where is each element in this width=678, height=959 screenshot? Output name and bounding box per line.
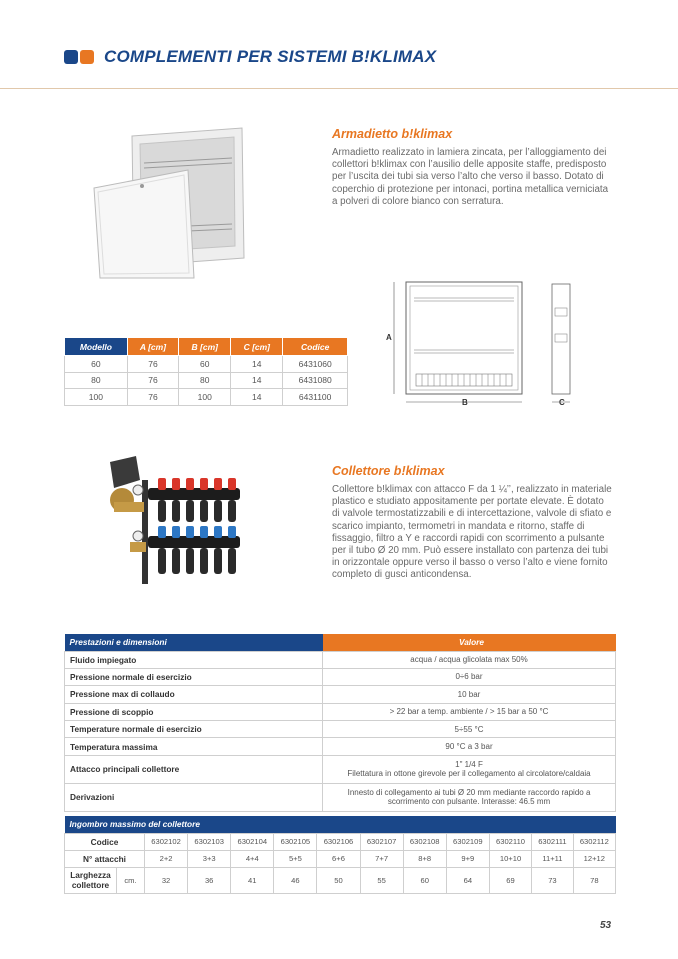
table-cell: 60	[65, 356, 128, 373]
spec-value-line: Filettatura in ottone girevole per il collegamento al circolatore/caldaia	[347, 769, 591, 779]
spec-label: Pressione normale di esercizio	[65, 668, 323, 685]
col-header: Modello	[65, 338, 128, 356]
table-cell: 78	[573, 867, 615, 893]
table-cell: 60	[403, 867, 446, 893]
cabinet-image	[92, 118, 264, 282]
label-a: A	[386, 333, 392, 342]
table-cell: 55	[360, 867, 403, 893]
page-number: 53	[600, 920, 612, 931]
spec-label: Fluido impiegato	[65, 651, 323, 668]
table-cell: 6302111	[532, 833, 574, 850]
label-b: B	[462, 398, 468, 407]
table-row	[65, 668, 616, 685]
brand-logo-icon	[64, 50, 94, 64]
table-row	[65, 721, 616, 738]
specs-header-right: Valore	[323, 634, 616, 651]
table-cell: 80	[179, 372, 231, 389]
table-cell: 6302104	[231, 833, 274, 850]
table-cell: 6302106	[317, 833, 360, 850]
table-row	[65, 833, 616, 850]
specs-header-left: Prestazioni e dimensioni	[65, 634, 323, 651]
page-title: COMPLEMENTI PER SISTEMI B!KLIMAX	[104, 47, 437, 66]
spec-value: 0÷6 bar	[323, 668, 616, 685]
table-cell: 5+5	[274, 850, 317, 867]
table-cell: 7+7	[360, 850, 403, 867]
spec-label: Attacco principali collettore	[65, 755, 323, 783]
table-cell: 76	[127, 372, 178, 389]
table-row	[65, 356, 348, 373]
table-cell: 32	[145, 867, 188, 893]
manifold-image	[100, 450, 250, 590]
table-cell: 14	[231, 389, 283, 406]
table-cell: 6302109	[446, 833, 489, 850]
table-cell: 41	[231, 867, 274, 893]
table-cell: 100	[65, 389, 128, 406]
cabinet-title: Armadietto b!klimax	[332, 127, 453, 141]
col-header: A [cm]	[127, 338, 178, 356]
table-cell: 9+9	[446, 850, 489, 867]
cabinet-description: Armadietto realizzato in lamiera zincata, per l’alloggiamento dei collettori b!klimax con l’ausilio delle apposite staffe, predisposto per l’uscita dei tubi sia verso l’alto che verso il basso. Dotato di coperchio di protezione per intonaci, portina metallica verniciata a polveri di colore bianco con serratura.	[332, 147, 609, 207]
table-cell: 11+11	[532, 850, 574, 867]
spec-value-line: 1" 1/4 F	[455, 759, 483, 769]
spec-label: Temperature normale di esercizio	[65, 721, 323, 738]
table-cell: 3+3	[188, 850, 231, 867]
spec-value	[323, 755, 616, 783]
table-cell: 14	[231, 356, 283, 373]
table-cell: 6302107	[360, 833, 403, 850]
spec-value: > 22 bar a temp. ambiente / > 15 bar a 50 °C	[323, 703, 616, 720]
spec-label: Temperatura massima	[65, 738, 323, 755]
spec-label: Pressione max di collaudo	[65, 686, 323, 703]
page-header	[64, 44, 436, 70]
spec-value-line: Innesto di collegamento ai tubi Ø 20 mm mediante raccordo rapido a	[347, 787, 591, 797]
table-cell: 76	[127, 389, 178, 406]
table-row	[65, 686, 616, 703]
label-c: C	[559, 398, 565, 407]
unit-cell: cm.	[117, 867, 145, 893]
table-cell: 6302102	[145, 833, 188, 850]
spec-value: 10 bar	[323, 686, 616, 703]
table-row	[65, 651, 616, 668]
cabinet-model-table	[64, 337, 348, 406]
table-cell: 60	[179, 356, 231, 373]
col-header: C [cm]	[231, 338, 283, 356]
table-cell: 12+12	[573, 850, 615, 867]
table-cell: 6302103	[188, 833, 231, 850]
row-label: N° attacchi	[65, 850, 145, 867]
col-header: B [cm]	[179, 338, 231, 356]
table-cell: 80	[65, 372, 128, 389]
table-row	[65, 389, 348, 406]
table-row	[65, 703, 616, 720]
spec-value: 5÷55 °C	[323, 721, 616, 738]
table-cell: 6302110	[489, 833, 531, 850]
spec-label: Pressione di scoppio	[65, 703, 323, 720]
spec-label: Derivazioni	[65, 783, 323, 811]
table-row	[65, 372, 348, 389]
table-cell: 6431080	[283, 372, 348, 389]
table-cell: 6431100	[283, 389, 348, 406]
manifold-description: Collettore b!klimax con attacco F da 1 ¼’’, realizzato in materiale plastico e studiato appositamente per portate elevate. È dotato di valvole termostatizzabili e di intercettazione, valvole di sfiato e scarico impianto, termometri in mandata e ritorno, staffe di fissaggio, filtro a Y e raccordi rapidi con scorrimento a pulsante per il tubo Ø 20 mm. Può essere installato con partenza dei tubi in orizzontale oppure verso il basso o verso l’alto e viene fornito completo di gusci anticondensa.	[332, 484, 612, 581]
table-cell: 8+8	[403, 850, 446, 867]
col-header: Codice	[283, 338, 348, 356]
table-cell: 6431060	[283, 356, 348, 373]
table-cell: 10+10	[489, 850, 531, 867]
table-cell: 64	[446, 867, 489, 893]
spec-value: acqua / acqua glicolata max 50%	[323, 651, 616, 668]
dimensions-header: Ingombro massimo del collettore	[65, 816, 616, 833]
table-row	[65, 755, 616, 783]
row-label: Larghezza collettore	[65, 867, 117, 893]
table-row	[65, 850, 616, 867]
table-row	[65, 783, 616, 811]
table-cell: 6302112	[573, 833, 615, 850]
table-cell: 69	[489, 867, 531, 893]
table-cell: 6302105	[274, 833, 317, 850]
table-cell: 2+2	[145, 850, 188, 867]
manifold-title: Collettore b!klimax	[332, 464, 445, 478]
header-divider	[0, 88, 678, 89]
cabinet-technical-drawing	[378, 278, 578, 408]
table-cell: 100	[179, 389, 231, 406]
spec-value: 90 °C a 3 bar	[323, 738, 616, 755]
specs-table	[64, 634, 616, 812]
table-cell: 36	[188, 867, 231, 893]
table-cell: 76	[127, 356, 178, 373]
table-row	[65, 867, 616, 893]
table-row	[65, 738, 616, 755]
spec-value-line: scorrimento con pulsante. Interasse: 46.5 mm	[387, 797, 551, 807]
table-cell: 6302108	[403, 833, 446, 850]
spec-value	[323, 783, 616, 811]
table-cell: 6+6	[317, 850, 360, 867]
table-cell: 50	[317, 867, 360, 893]
table-cell: 46	[274, 867, 317, 893]
dimensions-table	[64, 816, 616, 894]
table-cell: 14	[231, 372, 283, 389]
row-label: Codice	[65, 833, 145, 850]
table-cell: 73	[532, 867, 574, 893]
table-cell: 4+4	[231, 850, 274, 867]
